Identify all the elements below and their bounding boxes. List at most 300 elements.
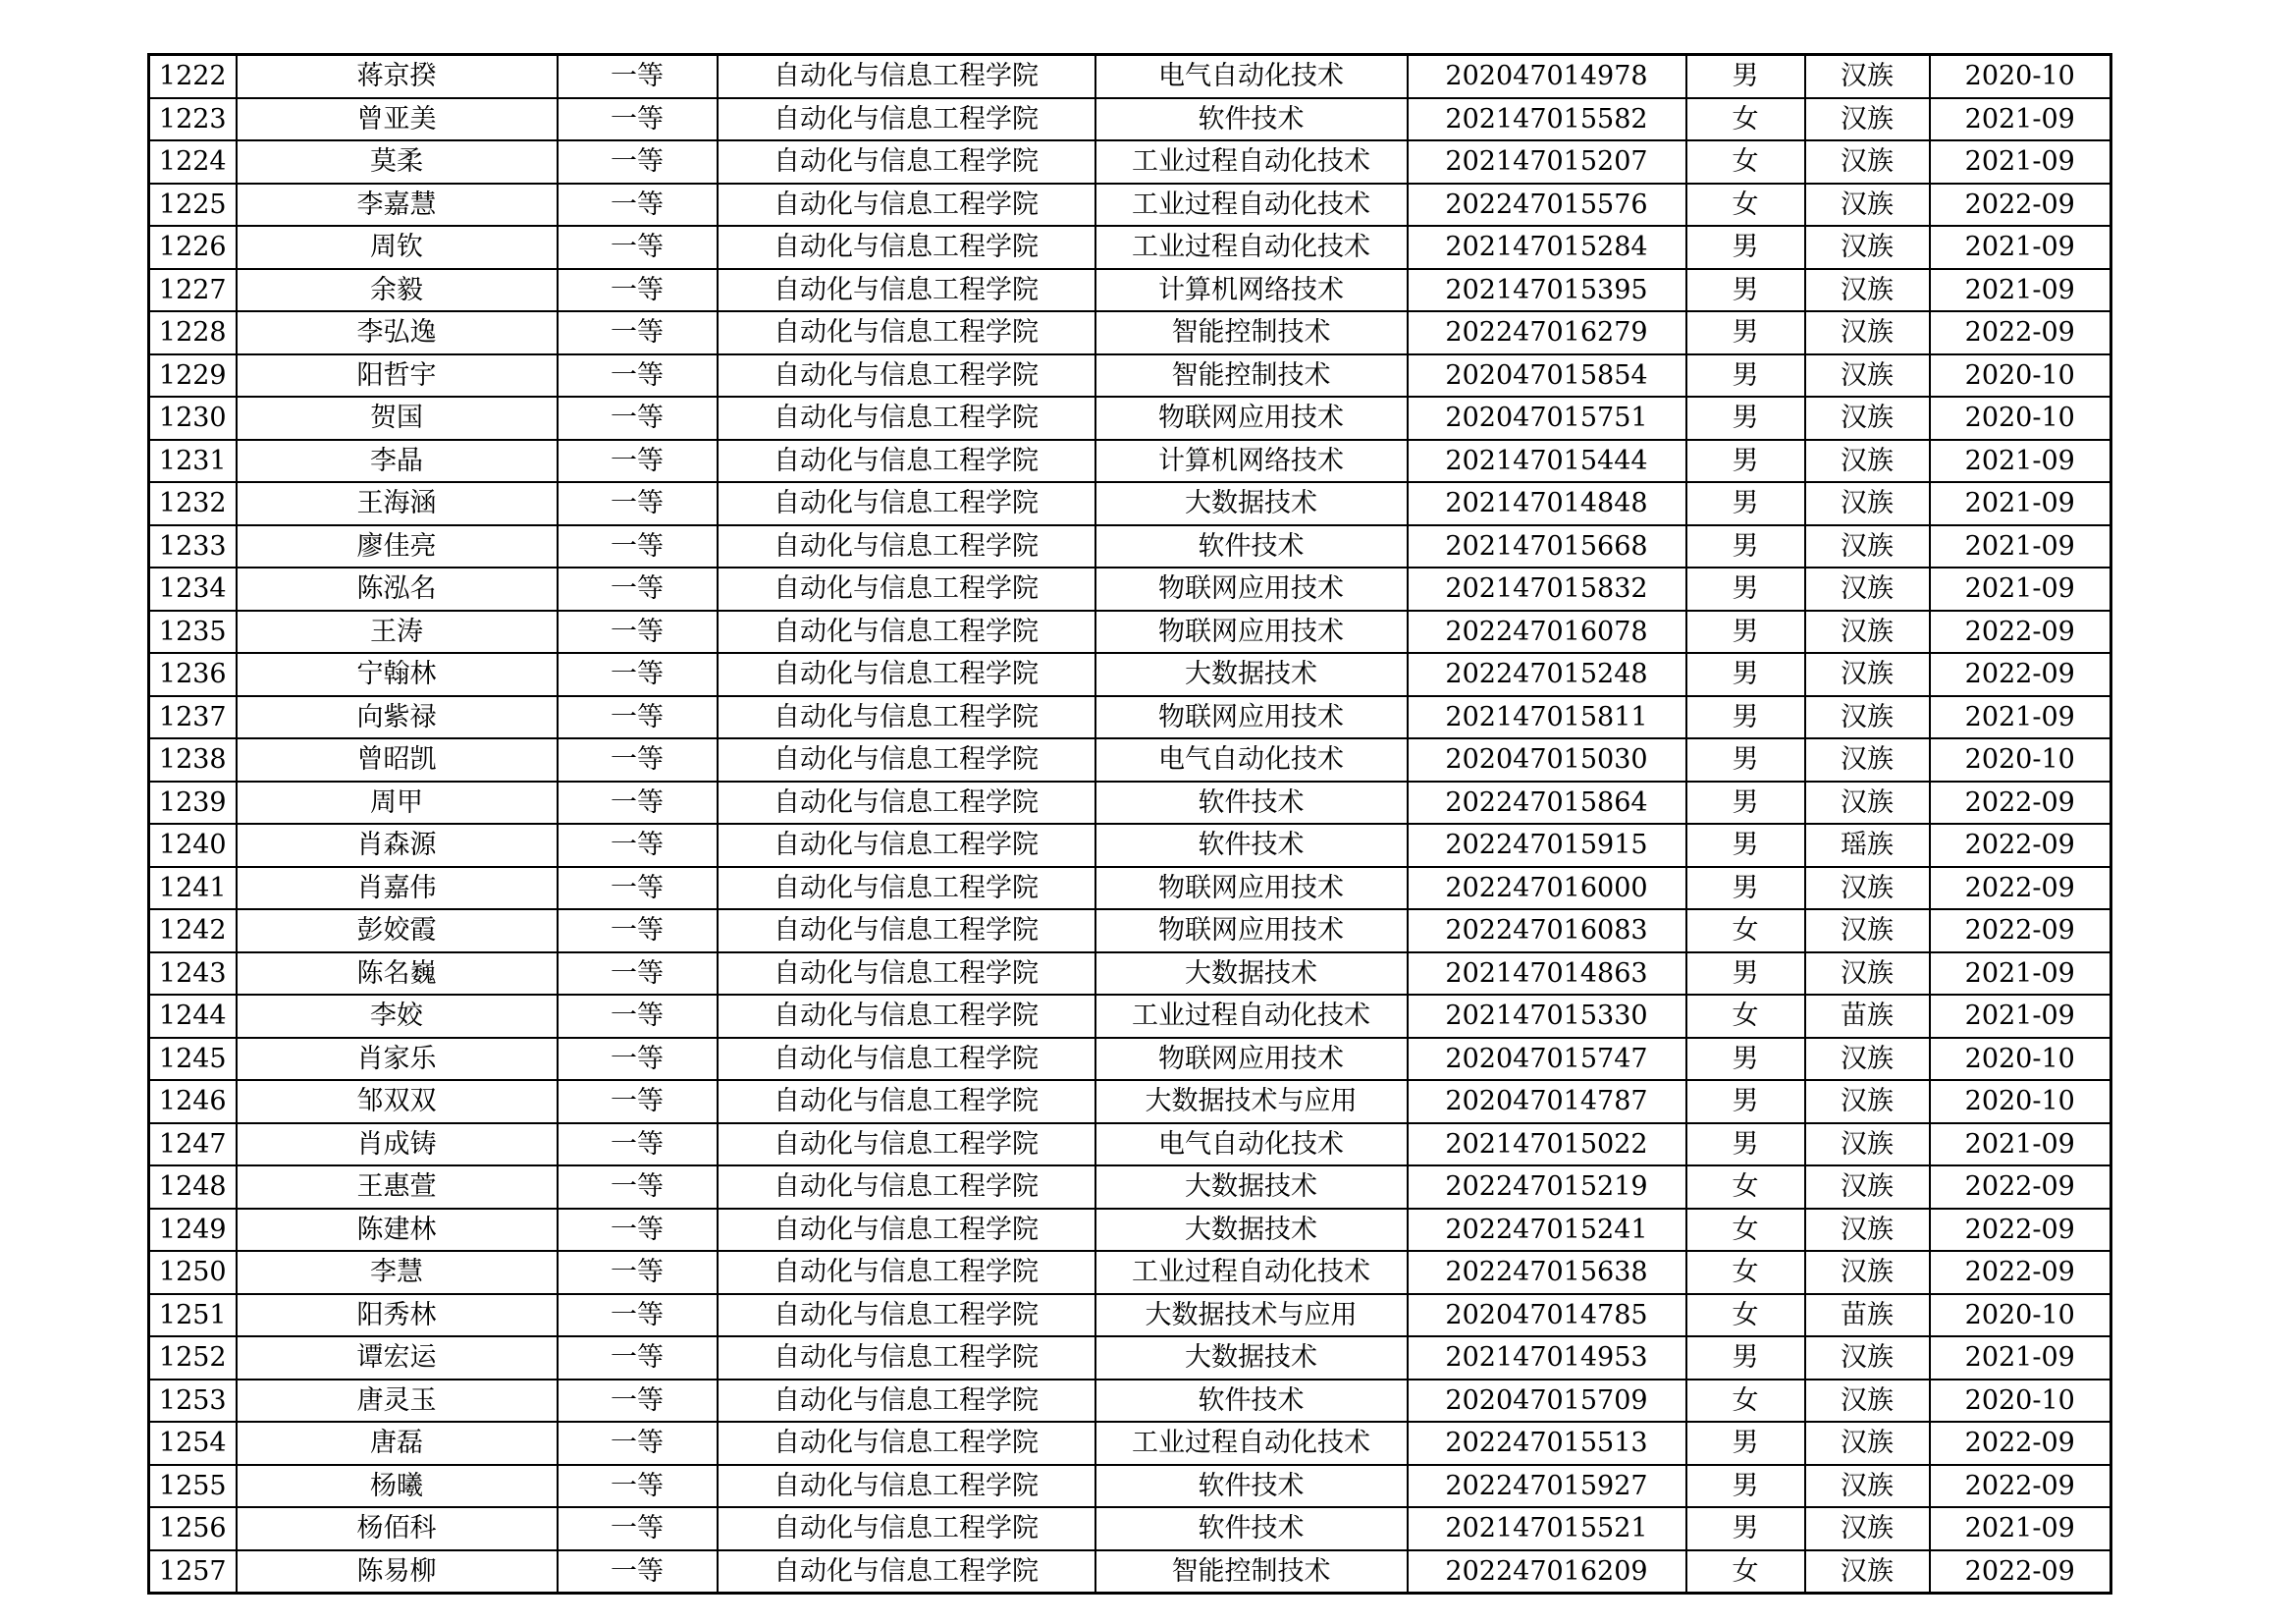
table-row xyxy=(149,653,2111,696)
table-row xyxy=(149,482,2111,525)
college-cell: 自动化与信息工程学院 xyxy=(718,1251,1095,1294)
row-number-cell: 1257 xyxy=(149,1550,237,1594)
student-id-cell: 202147015395 xyxy=(1408,269,1686,312)
student-id-cell: 202247015241 xyxy=(1408,1209,1686,1252)
major-cell: 软件技术 xyxy=(1095,1507,1408,1550)
college-cell: 自动化与信息工程学院 xyxy=(718,1165,1095,1209)
table-row xyxy=(149,568,2111,611)
row-number-cell: 1239 xyxy=(149,782,237,825)
award-level-cell: 一等 xyxy=(558,653,718,696)
student-id-cell: 202247016083 xyxy=(1408,909,1686,952)
award-level-cell: 一等 xyxy=(558,354,718,398)
college-cell: 自动化与信息工程学院 xyxy=(718,782,1095,825)
gender-cell: 女 xyxy=(1686,184,1805,227)
student-id-cell: 202247016209 xyxy=(1408,1550,1686,1594)
ethnicity-cell: 汉族 xyxy=(1805,1422,1930,1465)
row-number-cell: 1248 xyxy=(149,1165,237,1209)
roster-body xyxy=(149,55,2111,1594)
enrollment-date-cell: 2022-09 xyxy=(1930,653,2111,696)
college-cell: 自动化与信息工程学院 xyxy=(718,867,1095,910)
row-number-cell: 1228 xyxy=(149,311,237,354)
gender-cell: 男 xyxy=(1686,440,1805,483)
enrollment-date-cell: 2022-09 xyxy=(1930,611,2111,654)
college-cell: 自动化与信息工程学院 xyxy=(718,568,1095,611)
row-number-cell: 1232 xyxy=(149,482,237,525)
enrollment-date-cell: 2022-09 xyxy=(1930,1209,2111,1252)
major-cell: 软件技术 xyxy=(1095,782,1408,825)
enrollment-date-cell: 2021-09 xyxy=(1930,226,2111,269)
major-cell: 计算机网络技术 xyxy=(1095,440,1408,483)
enrollment-date-cell: 2022-09 xyxy=(1930,184,2111,227)
student-id-cell: 202047014785 xyxy=(1408,1294,1686,1337)
student-name-cell: 杨曦 xyxy=(237,1465,558,1508)
table-row xyxy=(149,354,2111,398)
gender-cell: 女 xyxy=(1686,1550,1805,1594)
major-cell: 软件技术 xyxy=(1095,1380,1408,1423)
student-name-cell: 肖嘉伟 xyxy=(237,867,558,910)
enrollment-date-cell: 2020-10 xyxy=(1930,55,2111,98)
student-name-cell: 陈泓名 xyxy=(237,568,558,611)
major-cell: 电气自动化技术 xyxy=(1095,55,1408,98)
row-number-cell: 1252 xyxy=(149,1336,237,1380)
student-id-cell: 202247015927 xyxy=(1408,1465,1686,1508)
table-row xyxy=(149,1550,2111,1594)
table-row xyxy=(149,611,2111,654)
student-id-cell: 202247016000 xyxy=(1408,867,1686,910)
enrollment-date-cell: 2022-09 xyxy=(1930,1251,2111,1294)
ethnicity-cell: 汉族 xyxy=(1805,440,1930,483)
college-cell: 自动化与信息工程学院 xyxy=(718,1465,1095,1508)
ethnicity-cell: 汉族 xyxy=(1805,354,1930,398)
ethnicity-cell: 汉族 xyxy=(1805,696,1930,739)
college-cell: 自动化与信息工程学院 xyxy=(718,995,1095,1038)
table-row xyxy=(149,867,2111,910)
student-id-cell: 202047015747 xyxy=(1408,1038,1686,1081)
row-number-cell: 1223 xyxy=(149,98,237,141)
student-id-cell: 202147014953 xyxy=(1408,1336,1686,1380)
enrollment-date-cell: 2021-09 xyxy=(1930,1507,2111,1550)
ethnicity-cell: 汉族 xyxy=(1805,1038,1930,1081)
gender-cell: 男 xyxy=(1686,1507,1805,1550)
table-row xyxy=(149,1251,2111,1294)
row-number-cell: 1235 xyxy=(149,611,237,654)
student-name-cell: 唐灵玉 xyxy=(237,1380,558,1423)
gender-cell: 男 xyxy=(1686,653,1805,696)
major-cell: 软件技术 xyxy=(1095,824,1408,867)
row-number-cell: 1244 xyxy=(149,995,237,1038)
major-cell: 软件技术 xyxy=(1095,1465,1408,1508)
major-cell: 大数据技术与应用 xyxy=(1095,1080,1408,1123)
table-row xyxy=(149,98,2111,141)
award-level-cell: 一等 xyxy=(558,1380,718,1423)
student-name-cell: 周钦 xyxy=(237,226,558,269)
table-row xyxy=(149,440,2111,483)
enrollment-date-cell: 2021-09 xyxy=(1930,1123,2111,1166)
ethnicity-cell: 汉族 xyxy=(1805,269,1930,312)
gender-cell: 男 xyxy=(1686,525,1805,568)
enrollment-date-cell: 2021-09 xyxy=(1930,1336,2111,1380)
student-id-cell: 202147015207 xyxy=(1408,140,1686,184)
student-id-cell: 202147015811 xyxy=(1408,696,1686,739)
award-level-cell: 一等 xyxy=(558,184,718,227)
ethnicity-cell: 汉族 xyxy=(1805,1165,1930,1209)
student-name-cell: 陈名巍 xyxy=(237,952,558,996)
student-name-cell: 莫柔 xyxy=(237,140,558,184)
table-row xyxy=(149,738,2111,782)
student-id-cell: 202247015915 xyxy=(1408,824,1686,867)
student-name-cell: 杨佰科 xyxy=(237,1507,558,1550)
table-row xyxy=(149,226,2111,269)
enrollment-date-cell: 2021-09 xyxy=(1930,98,2111,141)
student-id-cell: 202247015864 xyxy=(1408,782,1686,825)
student-id-cell: 202047015751 xyxy=(1408,397,1686,440)
row-number-cell: 1256 xyxy=(149,1507,237,1550)
award-level-cell: 一等 xyxy=(558,952,718,996)
row-number-cell: 1241 xyxy=(149,867,237,910)
student-name-cell: 贺国 xyxy=(237,397,558,440)
ethnicity-cell: 汉族 xyxy=(1805,184,1930,227)
student-name-cell: 李姣 xyxy=(237,995,558,1038)
table-row xyxy=(149,1465,2111,1508)
enrollment-date-cell: 2020-10 xyxy=(1930,1080,2111,1123)
ethnicity-cell: 汉族 xyxy=(1805,782,1930,825)
award-level-cell: 一等 xyxy=(558,269,718,312)
award-level-cell: 一等 xyxy=(558,1038,718,1081)
college-cell: 自动化与信息工程学院 xyxy=(718,1550,1095,1594)
student-id-cell: 202147015832 xyxy=(1408,568,1686,611)
major-cell: 工业过程自动化技术 xyxy=(1095,1422,1408,1465)
student-id-cell: 202247016078 xyxy=(1408,611,1686,654)
row-number-cell: 1222 xyxy=(149,55,237,98)
gender-cell: 女 xyxy=(1686,1380,1805,1423)
student-name-cell: 陈建林 xyxy=(237,1209,558,1252)
ethnicity-cell: 汉族 xyxy=(1805,867,1930,910)
major-cell: 智能控制技术 xyxy=(1095,1550,1408,1594)
row-number-cell: 1236 xyxy=(149,653,237,696)
gender-cell: 男 xyxy=(1686,1038,1805,1081)
table-row xyxy=(149,1038,2111,1081)
college-cell: 自动化与信息工程学院 xyxy=(718,354,1095,398)
student-name-cell: 李嘉慧 xyxy=(237,184,558,227)
award-level-cell: 一等 xyxy=(558,55,718,98)
enrollment-date-cell: 2022-09 xyxy=(1930,909,2111,952)
award-level-cell: 一等 xyxy=(558,226,718,269)
table-row xyxy=(149,782,2111,825)
ethnicity-cell: 汉族 xyxy=(1805,738,1930,782)
college-cell: 自动化与信息工程学院 xyxy=(718,482,1095,525)
student-id-cell: 202247015513 xyxy=(1408,1422,1686,1465)
gender-cell: 男 xyxy=(1686,824,1805,867)
table-row xyxy=(149,1209,2111,1252)
enrollment-date-cell: 2020-10 xyxy=(1930,397,2111,440)
row-number-cell: 1240 xyxy=(149,824,237,867)
award-level-cell: 一等 xyxy=(558,1251,718,1294)
college-cell: 自动化与信息工程学院 xyxy=(718,1380,1095,1423)
ethnicity-cell: 苗族 xyxy=(1805,995,1930,1038)
ethnicity-cell: 汉族 xyxy=(1805,311,1930,354)
ethnicity-cell: 汉族 xyxy=(1805,397,1930,440)
student-id-cell: 202147015521 xyxy=(1408,1507,1686,1550)
award-level-cell: 一等 xyxy=(558,738,718,782)
row-number-cell: 1224 xyxy=(149,140,237,184)
gender-cell: 男 xyxy=(1686,1336,1805,1380)
ethnicity-cell: 汉族 xyxy=(1805,1123,1930,1166)
major-cell: 大数据技术 xyxy=(1095,653,1408,696)
student-id-cell: 202147014863 xyxy=(1408,952,1686,996)
student-name-cell: 谭宏运 xyxy=(237,1336,558,1380)
student-id-cell: 202147015444 xyxy=(1408,440,1686,483)
student-name-cell: 李晶 xyxy=(237,440,558,483)
award-level-cell: 一等 xyxy=(558,909,718,952)
award-level-cell: 一等 xyxy=(558,1422,718,1465)
student-id-cell: 202047015030 xyxy=(1408,738,1686,782)
student-name-cell: 李弘逸 xyxy=(237,311,558,354)
gender-cell: 男 xyxy=(1686,311,1805,354)
college-cell: 自动化与信息工程学院 xyxy=(718,184,1095,227)
student-id-cell: 202047015854 xyxy=(1408,354,1686,398)
table-row xyxy=(149,140,2111,184)
table-row xyxy=(149,55,2111,98)
major-cell: 工业过程自动化技术 xyxy=(1095,226,1408,269)
major-cell: 电气自动化技术 xyxy=(1095,1123,1408,1166)
major-cell: 智能控制技术 xyxy=(1095,311,1408,354)
ethnicity-cell: 汉族 xyxy=(1805,1209,1930,1252)
row-number-cell: 1237 xyxy=(149,696,237,739)
student-name-cell: 蒋京揆 xyxy=(237,55,558,98)
table-row xyxy=(149,397,2111,440)
student-name-cell: 阳秀林 xyxy=(237,1294,558,1337)
enrollment-date-cell: 2020-10 xyxy=(1930,1038,2111,1081)
college-cell: 自动化与信息工程学院 xyxy=(718,397,1095,440)
student-name-cell: 邹双双 xyxy=(237,1080,558,1123)
student-name-cell: 李慧 xyxy=(237,1251,558,1294)
college-cell: 自动化与信息工程学院 xyxy=(718,696,1095,739)
ethnicity-cell: 汉族 xyxy=(1805,1251,1930,1294)
ethnicity-cell: 汉族 xyxy=(1805,1336,1930,1380)
award-level-cell: 一等 xyxy=(558,1165,718,1209)
ethnicity-cell: 汉族 xyxy=(1805,482,1930,525)
ethnicity-cell: 汉族 xyxy=(1805,140,1930,184)
student-id-cell: 202047014978 xyxy=(1408,55,1686,98)
row-number-cell: 1229 xyxy=(149,354,237,398)
student-name-cell: 陈易柳 xyxy=(237,1550,558,1594)
student-name-cell: 周甲 xyxy=(237,782,558,825)
enrollment-date-cell: 2022-09 xyxy=(1930,1465,2111,1508)
college-cell: 自动化与信息工程学院 xyxy=(718,140,1095,184)
row-number-cell: 1249 xyxy=(149,1209,237,1252)
student-name-cell: 阳哲宇 xyxy=(237,354,558,398)
ethnicity-cell: 汉族 xyxy=(1805,55,1930,98)
row-number-cell: 1245 xyxy=(149,1038,237,1081)
table-row xyxy=(149,1080,2111,1123)
ethnicity-cell: 苗族 xyxy=(1805,1294,1930,1337)
enrollment-date-cell: 2022-09 xyxy=(1930,1165,2111,1209)
table-row xyxy=(149,824,2111,867)
table-row xyxy=(149,952,2111,996)
gender-cell: 男 xyxy=(1686,1080,1805,1123)
major-cell: 大数据技术 xyxy=(1095,1336,1408,1380)
college-cell: 自动化与信息工程学院 xyxy=(718,653,1095,696)
student-id-cell: 202147015022 xyxy=(1408,1123,1686,1166)
enrollment-date-cell: 2020-10 xyxy=(1930,1380,2111,1423)
college-cell: 自动化与信息工程学院 xyxy=(718,1123,1095,1166)
enrollment-date-cell: 2021-09 xyxy=(1930,525,2111,568)
table-row xyxy=(149,1380,2111,1423)
college-cell: 自动化与信息工程学院 xyxy=(718,1336,1095,1380)
enrollment-date-cell: 2021-09 xyxy=(1930,696,2111,739)
enrollment-date-cell: 2020-10 xyxy=(1930,354,2111,398)
college-cell: 自动化与信息工程学院 xyxy=(718,269,1095,312)
major-cell: 工业过程自动化技术 xyxy=(1095,995,1408,1038)
row-number-cell: 1238 xyxy=(149,738,237,782)
student-id-cell: 202147015582 xyxy=(1408,98,1686,141)
student-id-cell: 202247016279 xyxy=(1408,311,1686,354)
enrollment-date-cell: 2022-09 xyxy=(1930,782,2111,825)
ethnicity-cell: 汉族 xyxy=(1805,98,1930,141)
award-level-cell: 一等 xyxy=(558,311,718,354)
row-number-cell: 1255 xyxy=(149,1465,237,1508)
ethnicity-cell: 汉族 xyxy=(1805,1507,1930,1550)
table-row xyxy=(149,1507,2111,1550)
award-level-cell: 一等 xyxy=(558,995,718,1038)
college-cell: 自动化与信息工程学院 xyxy=(718,98,1095,141)
major-cell: 工业过程自动化技术 xyxy=(1095,184,1408,227)
major-cell: 物联网应用技术 xyxy=(1095,909,1408,952)
major-cell: 大数据技术 xyxy=(1095,1165,1408,1209)
student-name-cell: 王海涵 xyxy=(237,482,558,525)
major-cell: 物联网应用技术 xyxy=(1095,611,1408,654)
table-row xyxy=(149,311,2111,354)
gender-cell: 女 xyxy=(1686,995,1805,1038)
row-number-cell: 1226 xyxy=(149,226,237,269)
ethnicity-cell: 汉族 xyxy=(1805,653,1930,696)
award-level-cell: 一等 xyxy=(558,1209,718,1252)
table-row xyxy=(149,1422,2111,1465)
student-id-cell: 202147015284 xyxy=(1408,226,1686,269)
enrollment-date-cell: 2022-09 xyxy=(1930,1422,2111,1465)
enrollment-date-cell: 2022-09 xyxy=(1930,311,2111,354)
ethnicity-cell: 汉族 xyxy=(1805,1380,1930,1423)
ethnicity-cell: 瑶族 xyxy=(1805,824,1930,867)
enrollment-date-cell: 2022-09 xyxy=(1930,824,2111,867)
gender-cell: 女 xyxy=(1686,98,1805,141)
row-number-cell: 1230 xyxy=(149,397,237,440)
gender-cell: 男 xyxy=(1686,226,1805,269)
student-name-cell: 肖成铸 xyxy=(237,1123,558,1166)
major-cell: 物联网应用技术 xyxy=(1095,1038,1408,1081)
table-row xyxy=(149,1294,2111,1337)
row-number-cell: 1247 xyxy=(149,1123,237,1166)
college-cell: 自动化与信息工程学院 xyxy=(718,611,1095,654)
gender-cell: 女 xyxy=(1686,1251,1805,1294)
enrollment-date-cell: 2021-09 xyxy=(1930,952,2111,996)
college-cell: 自动化与信息工程学院 xyxy=(718,738,1095,782)
college-cell: 自动化与信息工程学院 xyxy=(718,1422,1095,1465)
student-roster-table xyxy=(147,53,2112,1595)
gender-cell: 男 xyxy=(1686,354,1805,398)
college-cell: 自动化与信息工程学院 xyxy=(718,311,1095,354)
gender-cell: 男 xyxy=(1686,1123,1805,1166)
gender-cell: 女 xyxy=(1686,1294,1805,1337)
major-cell: 物联网应用技术 xyxy=(1095,696,1408,739)
table-row xyxy=(149,525,2111,568)
gender-cell: 男 xyxy=(1686,696,1805,739)
student-name-cell: 肖森源 xyxy=(237,824,558,867)
student-name-cell: 肖家乐 xyxy=(237,1038,558,1081)
major-cell: 物联网应用技术 xyxy=(1095,568,1408,611)
row-number-cell: 1250 xyxy=(149,1251,237,1294)
college-cell: 自动化与信息工程学院 xyxy=(718,824,1095,867)
student-id-cell: 202247015576 xyxy=(1408,184,1686,227)
student-id-cell: 202047014787 xyxy=(1408,1080,1686,1123)
document-page xyxy=(147,53,2109,1595)
award-level-cell: 一等 xyxy=(558,482,718,525)
award-level-cell: 一等 xyxy=(558,440,718,483)
row-number-cell: 1251 xyxy=(149,1294,237,1337)
student-name-cell: 唐磊 xyxy=(237,1422,558,1465)
award-level-cell: 一等 xyxy=(558,1336,718,1380)
major-cell: 物联网应用技术 xyxy=(1095,397,1408,440)
enrollment-date-cell: 2020-10 xyxy=(1930,738,2111,782)
award-level-cell: 一等 xyxy=(558,696,718,739)
gender-cell: 男 xyxy=(1686,482,1805,525)
gender-cell: 男 xyxy=(1686,568,1805,611)
award-level-cell: 一等 xyxy=(558,1507,718,1550)
student-name-cell: 廖佳亮 xyxy=(237,525,558,568)
gender-cell: 男 xyxy=(1686,1465,1805,1508)
award-level-cell: 一等 xyxy=(558,1080,718,1123)
major-cell: 物联网应用技术 xyxy=(1095,867,1408,910)
major-cell: 大数据技术与应用 xyxy=(1095,1294,1408,1337)
ethnicity-cell: 汉族 xyxy=(1805,525,1930,568)
row-number-cell: 1231 xyxy=(149,440,237,483)
table-row xyxy=(149,269,2111,312)
student-id-cell: 202247015219 xyxy=(1408,1165,1686,1209)
student-name-cell: 彭姣霞 xyxy=(237,909,558,952)
award-level-cell: 一等 xyxy=(558,98,718,141)
major-cell: 智能控制技术 xyxy=(1095,354,1408,398)
student-name-cell: 向紫禄 xyxy=(237,696,558,739)
student-name-cell: 余毅 xyxy=(237,269,558,312)
award-level-cell: 一等 xyxy=(558,1465,718,1508)
college-cell: 自动化与信息工程学院 xyxy=(718,1209,1095,1252)
enrollment-date-cell: 2021-09 xyxy=(1930,269,2111,312)
table-row xyxy=(149,1336,2111,1380)
award-level-cell: 一等 xyxy=(558,867,718,910)
award-level-cell: 一等 xyxy=(558,1294,718,1337)
enrollment-date-cell: 2022-09 xyxy=(1930,1550,2111,1594)
student-id-cell: 202147015330 xyxy=(1408,995,1686,1038)
gender-cell: 男 xyxy=(1686,611,1805,654)
college-cell: 自动化与信息工程学院 xyxy=(718,226,1095,269)
gender-cell: 男 xyxy=(1686,269,1805,312)
award-level-cell: 一等 xyxy=(558,525,718,568)
major-cell: 计算机网络技术 xyxy=(1095,269,1408,312)
enrollment-date-cell: 2021-09 xyxy=(1930,995,2111,1038)
college-cell: 自动化与信息工程学院 xyxy=(718,909,1095,952)
award-level-cell: 一等 xyxy=(558,1550,718,1594)
row-number-cell: 1233 xyxy=(149,525,237,568)
ethnicity-cell: 汉族 xyxy=(1805,909,1930,952)
award-level-cell: 一等 xyxy=(558,397,718,440)
ethnicity-cell: 汉族 xyxy=(1805,1080,1930,1123)
table-row xyxy=(149,1165,2111,1209)
enrollment-date-cell: 2021-09 xyxy=(1930,440,2111,483)
major-cell: 工业过程自动化技术 xyxy=(1095,1251,1408,1294)
table-row xyxy=(149,184,2111,227)
college-cell: 自动化与信息工程学院 xyxy=(718,440,1095,483)
table-row xyxy=(149,909,2111,952)
